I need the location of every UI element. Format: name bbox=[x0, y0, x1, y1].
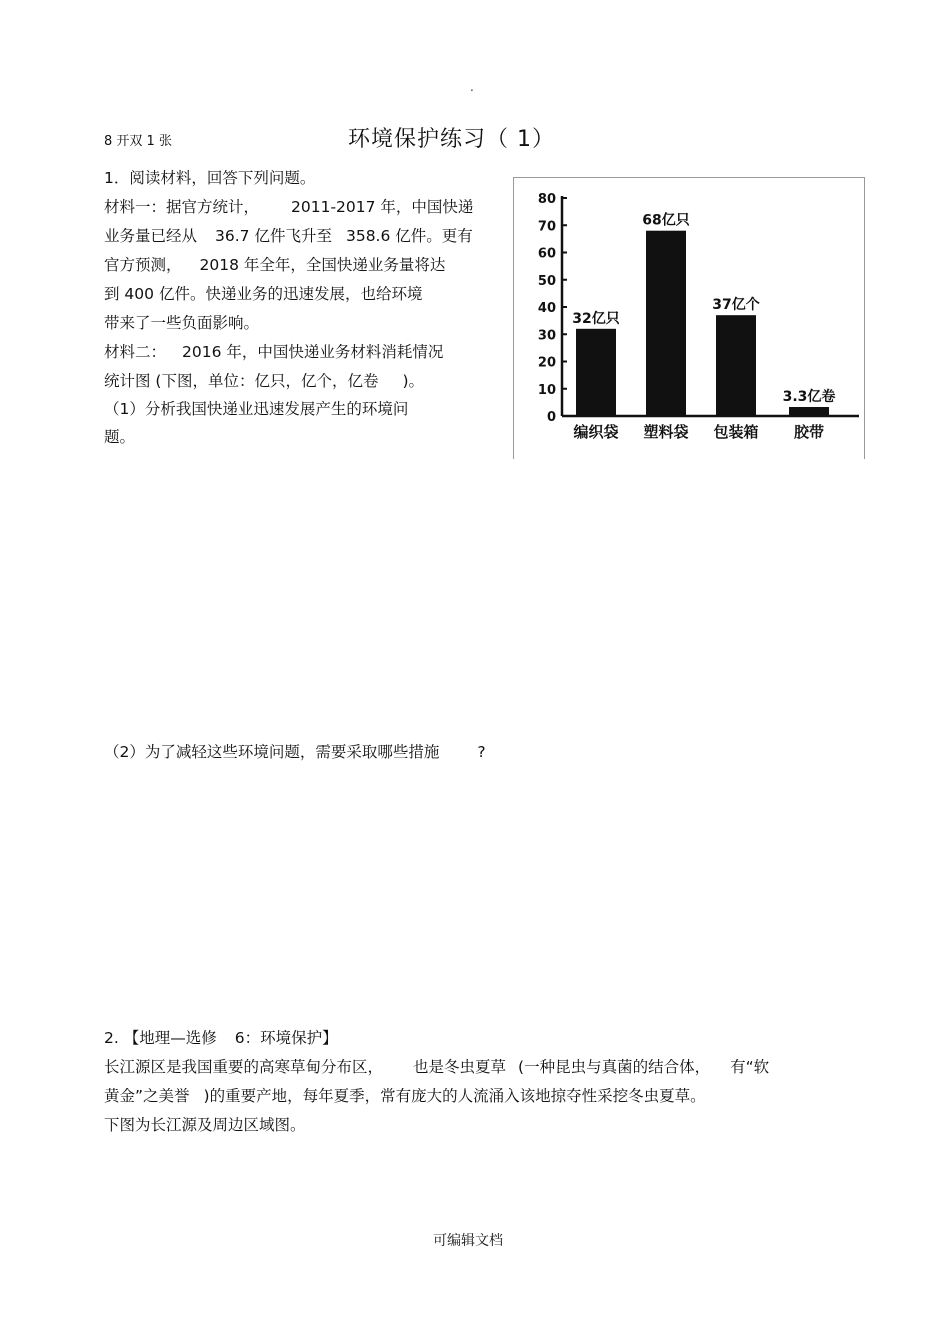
question-2-line-1 bbox=[104, 1053, 769, 1082]
text-segment: 业务量已经从 bbox=[104, 227, 198, 245]
text-segment: ? bbox=[477, 743, 486, 761]
question-2-line-3: 下图为长江源及周边区域图。 bbox=[104, 1116, 306, 1134]
text-segment: (一种昆虫与真菌的结合体， bbox=[518, 1058, 711, 1076]
text-segment: 358.6 亿件。更有 bbox=[345, 227, 473, 245]
x-category-label: 胶带 bbox=[793, 423, 825, 441]
question-2-header bbox=[104, 1024, 338, 1053]
bar bbox=[716, 315, 756, 416]
material-1-line-4: 到 400 亿件。快递业务的迅速发展，也给环境 bbox=[104, 285, 423, 303]
bar-value-label: 32亿只 bbox=[572, 310, 620, 327]
y-tick-label: 80 bbox=[537, 192, 556, 207]
bar bbox=[576, 329, 616, 416]
x-category-label: 塑料袋 bbox=[643, 423, 689, 441]
text-segment: 2. 【地理—选修 bbox=[104, 1029, 217, 1047]
x-category-label: 编织袋 bbox=[573, 423, 619, 441]
text-segment: 材料一：据官方统计， bbox=[104, 198, 260, 216]
y-tick-label: 40 bbox=[537, 301, 556, 316]
text-segment: 有“软 bbox=[730, 1058, 770, 1076]
question-1-stem: 1．阅读材料，回答下列问题。 bbox=[104, 169, 316, 187]
y-tick-label: 20 bbox=[537, 355, 556, 371]
text-segment: 也是冬虫夏草 bbox=[413, 1058, 507, 1076]
text-segment: )的重要产地，每年夏季，常有庞大的人流涌入该地掠夺性采挖冬虫夏草。 bbox=[203, 1087, 706, 1105]
text-segment: )。 bbox=[402, 372, 425, 390]
y-tick-label: 60 bbox=[537, 246, 556, 262]
text-segment: 黄金”之美誉 bbox=[104, 1087, 190, 1105]
material-1-line-5: 带来了一些负面影响。 bbox=[104, 314, 260, 332]
y-tick-label: 70 bbox=[537, 219, 556, 235]
bar-chart-svg bbox=[514, 178, 864, 458]
text-segment: 长江源区是我国重要的高寒草甸分布区， bbox=[104, 1058, 384, 1076]
page-title: 环境保护练习（ 1） bbox=[348, 127, 555, 152]
footer-note: 可编辑文档 bbox=[433, 1233, 503, 1249]
bar-value-label: 3.3亿卷 bbox=[782, 389, 836, 406]
text-segment: 36.7 亿件飞升至 bbox=[215, 227, 332, 245]
text-segment: 统计图 (下图，单位：亿只，亿个，亿卷 bbox=[104, 372, 379, 390]
text-segment: 2018 年全年，全国快递业务量将达 bbox=[199, 256, 446, 274]
y-tick-label: 50 bbox=[537, 273, 556, 289]
text-segment: 2016 年，中国快递业务材料消耗情况 bbox=[182, 343, 444, 361]
sub-question-1-line-1: （1）分析我国快递业迅速发展产生的环境问 bbox=[104, 400, 409, 418]
bar-value-label: 37亿个 bbox=[712, 297, 760, 314]
x-category-label: 包装箱 bbox=[713, 423, 759, 441]
text-segment: 2011-2017 年，中国快递 bbox=[291, 198, 474, 216]
material-consumption-chart bbox=[513, 177, 865, 459]
sub-question-1-line-2: 题。 bbox=[104, 428, 136, 446]
y-tick-label: 10 bbox=[537, 382, 556, 398]
bar-value-label: 68亿只 bbox=[642, 212, 690, 229]
top-mark: . bbox=[470, 80, 474, 94]
y-tick-label: 0 bbox=[546, 410, 556, 425]
bar bbox=[789, 407, 829, 416]
material-1-line-1 bbox=[104, 193, 473, 222]
bar bbox=[646, 231, 686, 416]
sub-question-2 bbox=[104, 738, 486, 767]
text-segment: 6：环境保护】 bbox=[234, 1029, 338, 1047]
material-1-line-3 bbox=[104, 251, 445, 280]
text-segment: 材料二： bbox=[104, 343, 167, 361]
y-tick-label: 30 bbox=[537, 328, 556, 344]
material-2-line-1 bbox=[104, 338, 443, 367]
question-2-line-2 bbox=[104, 1082, 706, 1111]
text-segment: （2）为了减轻这些环境问题，需要采取哪些措施 bbox=[104, 743, 440, 761]
paper-size-note: 8 开双 1 张 bbox=[104, 134, 172, 149]
text-segment: 官方预测， bbox=[104, 256, 182, 274]
material-1-line-2 bbox=[104, 222, 473, 251]
material-2-line-2 bbox=[104, 367, 424, 396]
